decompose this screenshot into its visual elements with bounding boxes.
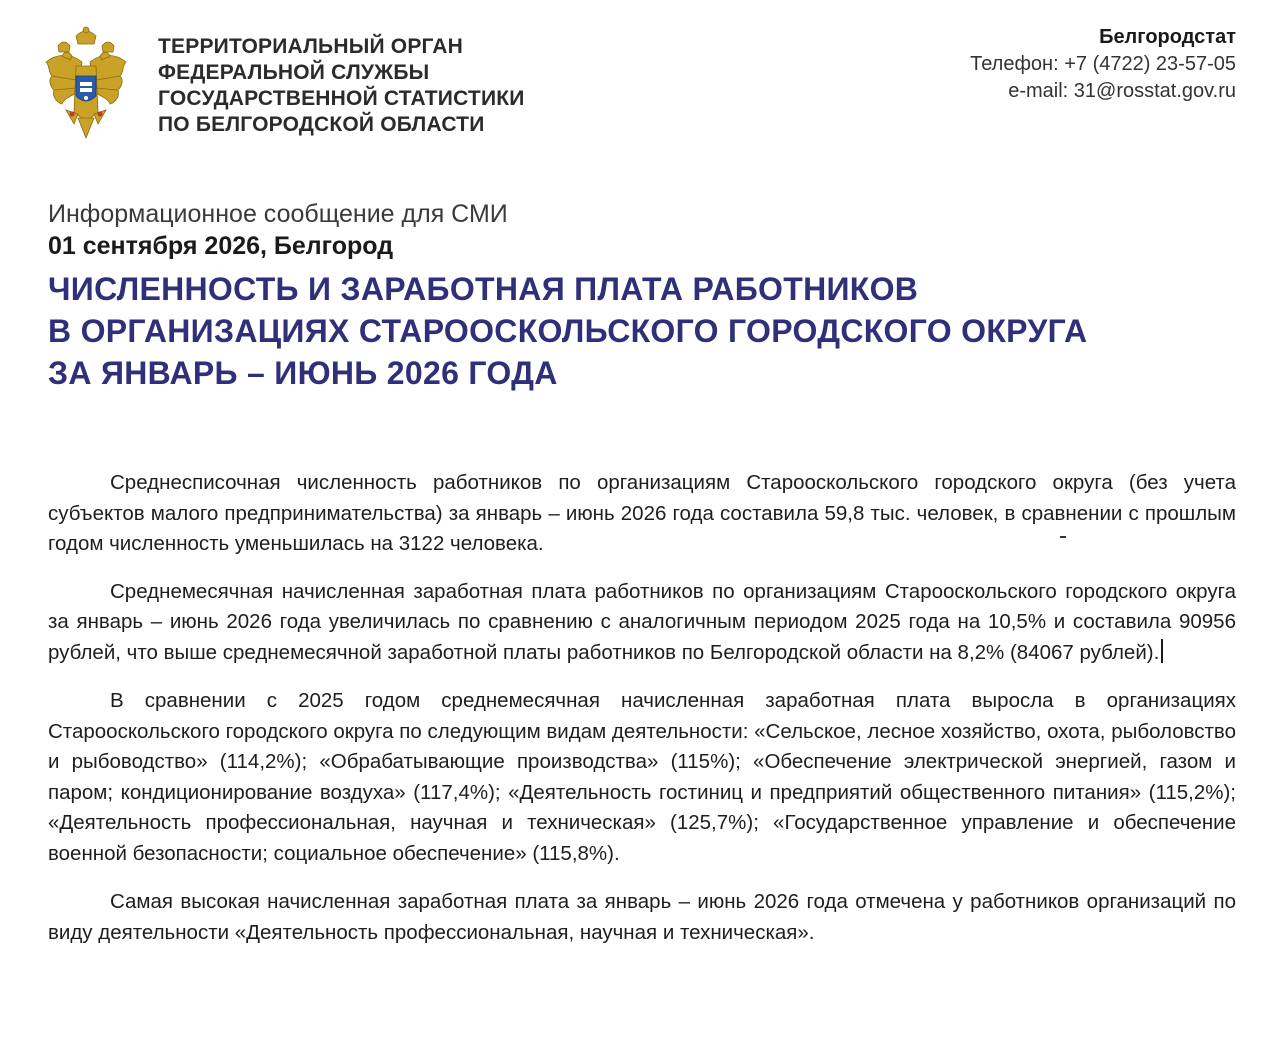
title-line: В ОРГАНИЗАЦИЯХ СТАРООСКОЛЬСКОГО ГОРОДСКОГО ОКРУГА [48, 313, 1088, 349]
paragraph-headcount: Среднесписочная численность работников по организациям Старооскольского городского округа (без учета субъектов малого предпринимательства) за январь – июнь 2026 года составила 59,8 тыс. человек, в сравнении с прошлым годом численность уменьшилась на 3122 человека. [48, 471, 1236, 555]
paragraph-salary-growth-by-activity: В сравнении с 2025 годом среднемесячная начисленная заработная плата выросла в организациях Старооскольского городского округа по следующим видам деятельности: «Сельское, лесное хозяйство, охота, рыболовство и рыбоводство» (114,2%); «Обрабатывающие производства» (115%); «Обеспечение электрической энергией, газом и паром; кондиционирование воздуха» (117,4%); «Деятельность гостиниц и предприятий общественного питания» (115,2%); «Деятельность профессиональная, научная и техническая» (125,7%); «Государственное управление и обеспечение военной безопасности; социальное обеспечение» (115,8%). [48, 689, 1236, 865]
document-body [48, 468, 1236, 966]
paragraph-average-salary-text: Среднемесячная начисленная заработная плата работников по организациям Старооскольского городского округа за январь – июнь 2026 года увеличилась по сравнению с аналогичным периодом 2025 года на 10,5% и составила 90956 рублей, что выше среднемесячной заработной платы работников по Белгородской области на 8,2% (84067 рублей). [48, 579, 1236, 664]
release-date-place: 01 сентября 2026, Белгород [48, 232, 394, 260]
org-name-line: ФЕДЕРАЛЬНОЙ СЛУЖБЫ [158, 61, 430, 84]
email-address: e-mail: 31@rosstat.gov.ru [1008, 80, 1236, 102]
document-header [0, 0, 1280, 150]
org-name-line: ГОСУДАРСТВЕННОЙ СТАТИСТИКИ [158, 87, 525, 110]
org-name-line: ПО БЕЛГОРОДСКОЙ ОБЛАСТИ [158, 113, 485, 136]
contact-block [970, 24, 1236, 105]
organization-name [158, 34, 525, 138]
org-name-line: ТЕРРИТОРИАЛЬНЫЙ ОРГАН [158, 35, 464, 58]
paragraph-highest-salary: Самая высокая начисленная заработная плата за январь – июнь 2026 года отмечена у работников организаций по виду деятельности «Деятельность профессиональная, научная и техническая». [48, 890, 1236, 944]
agency-name: Белгородстат [1099, 26, 1236, 48]
title-line: ЗА ЯНВАРЬ – ИЮНЬ 2026 ГОДА [48, 355, 558, 391]
press-release-info [48, 198, 508, 262]
document-title [48, 268, 1087, 394]
paragraph-average-salary [48, 577, 1236, 669]
title-line: ЧИСЛЕННОСТЬ И ЗАРАБОТНАЯ ПЛАТА РАБОТНИКОВ [48, 271, 919, 307]
text-cursor [1161, 639, 1163, 663]
release-type: Информационное сообщение для СМИ [48, 200, 508, 228]
phone-number: Телефон: +7 (4722) 23-57-05 [970, 53, 1236, 75]
double-headed-eagle-emblem-icon [42, 26, 130, 144]
